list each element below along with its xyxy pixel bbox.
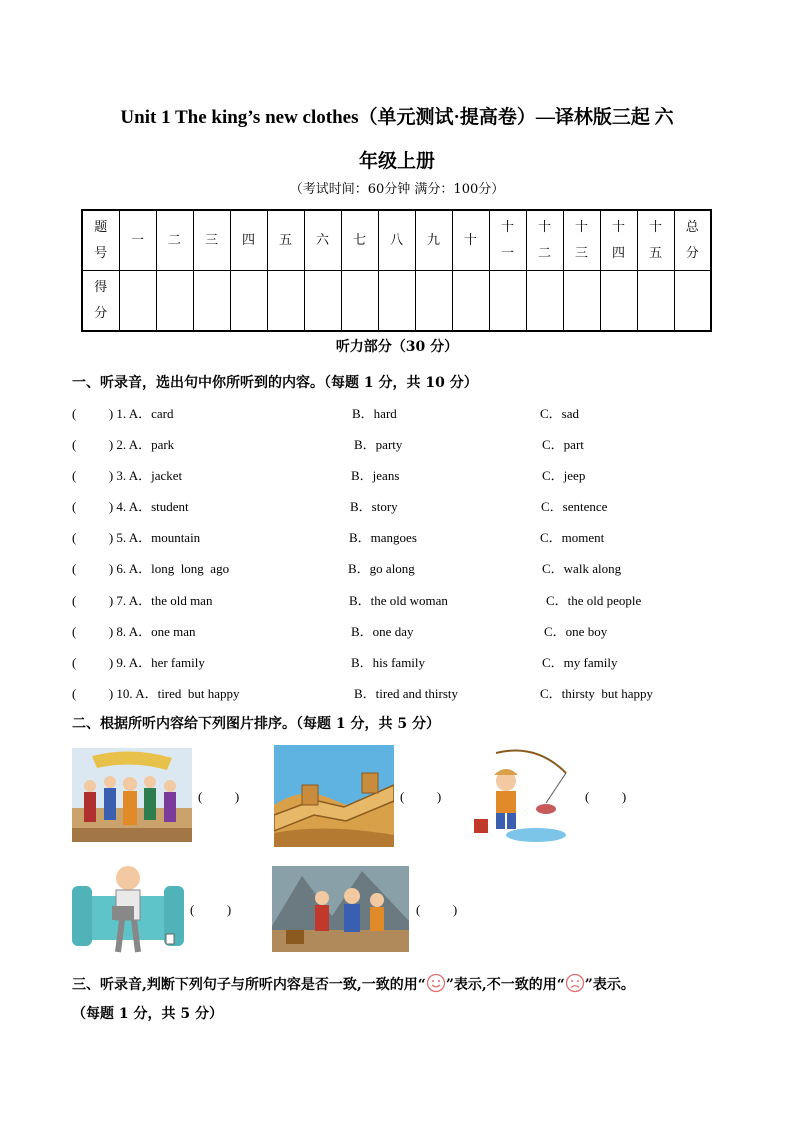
option-prefix[interactable]: ( ) 3. A．jacket <box>72 468 183 483</box>
row-label-question-number: 题号 <box>82 210 119 271</box>
option-b: B．mangoes <box>349 530 417 545</box>
answer-blank-3[interactable]: ( ) <box>585 789 627 804</box>
option-b: B．story <box>350 499 398 514</box>
question-item <box>72 558 752 580</box>
option-prefix[interactable]: ( ) 9. A．her family <box>72 655 205 670</box>
score-cell-3[interactable] <box>193 271 230 332</box>
sad-face-icon <box>565 973 585 993</box>
row-label-score: 得分 <box>82 271 119 332</box>
question-item <box>72 527 752 549</box>
answer-blank-2[interactable]: ( ) <box>400 789 442 804</box>
option-prefix[interactable]: ( ) 7. A．the old man <box>72 593 213 608</box>
column-header-11: 十一 <box>489 210 526 271</box>
score-cell-9[interactable] <box>415 271 452 332</box>
section-3-heading-text-2: ”表示,不一致的用“ <box>445 977 565 993</box>
score-table-header-row <box>82 210 711 271</box>
question-item <box>72 403 752 425</box>
score-cell-8[interactable] <box>378 271 415 332</box>
option-prefix[interactable]: ( ) 10. A．tired but happy <box>72 686 240 701</box>
score-cell-12[interactable] <box>526 271 563 332</box>
column-header-10: 十 <box>452 210 489 271</box>
column-header-6: 六 <box>304 210 341 271</box>
mountain-workers-picture <box>272 866 409 952</box>
column-header-12: 十二 <box>526 210 563 271</box>
option-prefix[interactable]: ( ) 6. A．long long ago <box>72 561 230 576</box>
option-b: B．party <box>354 437 403 452</box>
listening-section-header: 听力部分（30 分） <box>335 339 459 355</box>
score-cell-4[interactable] <box>230 271 267 332</box>
score-cell-6[interactable] <box>304 271 341 332</box>
page-title <box>60 96 734 184</box>
column-header-15: 十五 <box>637 210 674 271</box>
column-header-13: 十三 <box>563 210 600 271</box>
option-c: C．one boy <box>544 624 608 639</box>
title-line-1: Unit 1 The king’s new clothes（单元测试·提高卷）—译林版三起 六 <box>120 107 674 128</box>
option-c: C．sad <box>540 406 580 421</box>
option-b: B．one day <box>351 624 414 639</box>
option-b: B．his family <box>351 655 426 670</box>
score-cell-15[interactable] <box>637 271 674 332</box>
section-3-heading-text-3: ”表示。 <box>584 977 635 993</box>
option-c: C．moment <box>540 530 605 545</box>
score-cell-13[interactable] <box>563 271 600 332</box>
score-table-score-row <box>82 271 711 332</box>
fishing-boy-picture <box>466 743 576 847</box>
column-header-5: 五 <box>267 210 304 271</box>
smile-face-icon <box>426 973 446 993</box>
score-cell-1[interactable] <box>119 271 156 332</box>
title-line-2: 年级上册 <box>358 151 435 172</box>
score-cell-7[interactable] <box>341 271 378 332</box>
score-cell-10[interactable] <box>452 271 489 332</box>
option-prefix[interactable]: ( ) 4. A．student <box>72 499 189 514</box>
column-header-9: 九 <box>415 210 452 271</box>
column-header-2: 二 <box>156 210 193 271</box>
option-b: B．jeans <box>351 468 400 483</box>
question-item <box>72 496 752 518</box>
section-3-heading <box>72 973 635 994</box>
option-b: B．the old woman <box>349 593 448 608</box>
section-2-heading: 二、根据所听内容给下列图片排序。（每题 1 分，共 5 分） <box>72 716 440 732</box>
column-header-3: 三 <box>193 210 230 271</box>
answer-blank-5[interactable]: ( ) <box>416 902 458 917</box>
answer-blank-1[interactable]: ( ) <box>198 789 240 804</box>
option-prefix[interactable]: ( ) 1. A．card <box>72 406 174 421</box>
old-man-laptop-picture <box>72 856 184 956</box>
option-c: C．walk along <box>542 561 622 576</box>
option-c: C．sentence <box>541 499 608 514</box>
question-item <box>72 434 752 456</box>
score-cell-14[interactable] <box>600 271 637 332</box>
column-header-4: 四 <box>230 210 267 271</box>
question-item <box>72 465 752 487</box>
section-1-heading: 一、听录音，选出句中你所听到的内容。（每题 1 分，共 10 分） <box>72 375 478 391</box>
answer-blank-4[interactable]: ( ) <box>190 902 232 917</box>
king-parade-picture <box>72 748 192 842</box>
option-c: C．thirsty but happy <box>540 686 654 701</box>
question-item <box>72 590 752 612</box>
column-header-8: 八 <box>378 210 415 271</box>
option-c: C．the old people <box>546 593 642 608</box>
column-header-16: 总分 <box>674 210 711 271</box>
column-header-1: 一 <box>119 210 156 271</box>
option-prefix[interactable]: ( ) 8. A．one man <box>72 624 196 639</box>
score-cell-2[interactable] <box>156 271 193 332</box>
question-item <box>72 621 752 643</box>
option-c: C．jeep <box>542 468 586 483</box>
option-b: B．go along <box>348 561 415 576</box>
section-3-heading-text-1: 三、听录音,判断下列句子与所听内容是否一致,一致的用“ <box>72 977 426 993</box>
section-3-score-note: （每题 1 分，共 5 分） <box>72 1006 223 1022</box>
question-item <box>72 683 752 705</box>
score-cell-16[interactable] <box>674 271 711 332</box>
score-cell-11[interactable] <box>489 271 526 332</box>
column-header-14: 十四 <box>600 210 637 271</box>
question-item <box>72 652 752 674</box>
option-b: B．tired and thirsty <box>354 686 458 701</box>
option-b: B．hard <box>352 406 397 421</box>
column-header-7: 七 <box>341 210 378 271</box>
score-table <box>81 209 712 332</box>
option-c: C．part <box>542 437 584 452</box>
great-wall-picture <box>274 745 394 847</box>
option-c: C．my family <box>542 655 618 670</box>
option-prefix[interactable]: ( ) 5. A．mountain <box>72 530 201 545</box>
exam-info: （考试时间：60分钟 满分：100分） <box>289 182 505 197</box>
score-cell-5[interactable] <box>267 271 304 332</box>
option-prefix[interactable]: ( ) 2. A．park <box>72 437 175 452</box>
